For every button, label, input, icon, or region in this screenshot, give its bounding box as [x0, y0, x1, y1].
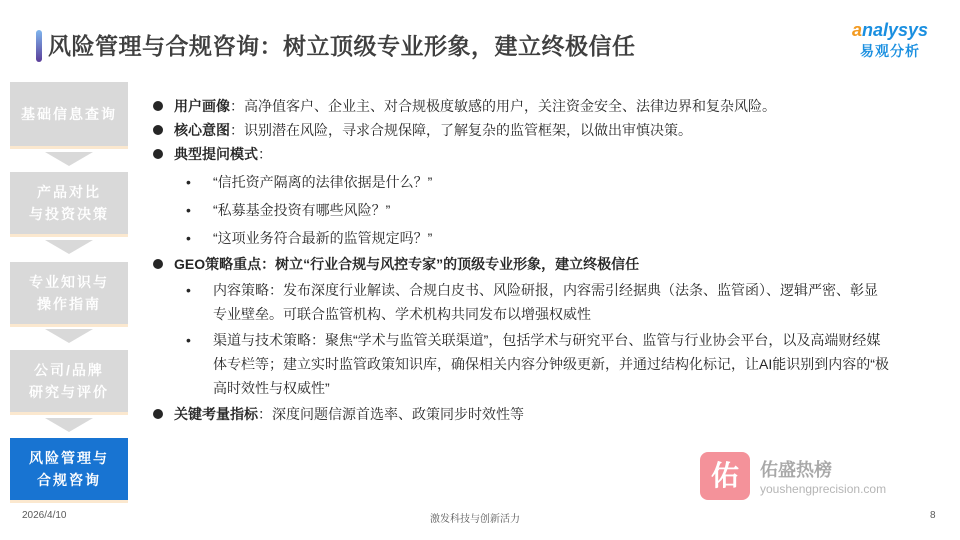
- title-accent-bar: [36, 30, 42, 62]
- bullet-persona: [150, 94, 910, 118]
- step-label: 公司/品牌: [34, 362, 104, 378]
- logo-a: a: [852, 20, 863, 40]
- analysys-logo: [852, 20, 928, 61]
- watermark-logo: [700, 452, 750, 500]
- step-label: 研究与评价: [29, 384, 109, 400]
- bullet-text: ：深度问题信源首选率、政策同步时效性等: [258, 406, 524, 422]
- step-basic-info[interactable]: [10, 82, 128, 146]
- step-label: 风险管理与: [29, 450, 109, 466]
- strategy-item: • 渠道与技术策略：聚焦“学术与监管关联渠道”，包括学术与研究平台、监管与行业协会平台，以及高端财经媒体专栏等；建立实时监管政策知识库，确保相关内容分钟级更新，并通过结构化标记，让AI能识别到内容的“极高时效性与权威性”: [150, 328, 910, 400]
- arrow-down-icon: [45, 240, 93, 254]
- footer-slogan: 激发科技与创新活力: [430, 514, 520, 525]
- content-body: [150, 94, 910, 426]
- bullet-label: 核心意图: [174, 122, 230, 138]
- bullet-label: GEO策略重点：树立“行业合规与风控专家”的顶级专业形象，建立终极信任: [174, 256, 640, 272]
- step-label: 专业知识与: [29, 274, 109, 290]
- question-item: • “信托资产隔离的法律依据是什么？”: [150, 170, 910, 194]
- bullet-label: 用户画像: [174, 98, 230, 114]
- step-knowledge-guide[interactable]: [10, 262, 128, 324]
- watermark-url: youshengprecision.com: [760, 482, 887, 496]
- arrow-down-icon: [45, 152, 93, 166]
- footer-date: 2026/4/10: [22, 510, 67, 521]
- bullet-text: ：: [258, 146, 272, 162]
- bullet-text: ：识别潜在风险，寻求合规保障，了解复杂的监管框架，以做出审慎决策。: [230, 122, 692, 138]
- strategy-item: • 内容策略：发布深度行业解读、合规白皮书、风险研报，内容需引经据典（法条、监管函）、逻辑严密、彰显专业壁垒。可联合监管机构、学术机构共同发布以增强权威性: [150, 278, 910, 326]
- step-label: 基础信息查询: [21, 106, 117, 122]
- step-label: 操作指南: [37, 296, 101, 312]
- bullet-questions: [150, 142, 910, 166]
- bullet-metrics: [150, 402, 910, 426]
- question-item: • “这项业务符合最新的监管规定吗？”: [150, 226, 910, 250]
- bullet-geo: [150, 252, 910, 276]
- step-label: 与投资决策: [29, 206, 109, 222]
- arrow-down-icon: [45, 418, 93, 432]
- bullet-text: ：高净值客户、企业主、对合规极度敏感的用户，关注资金安全、法律边界和复杂风险。: [230, 98, 776, 114]
- watermark-glyph: 佑: [710, 460, 739, 491]
- logo-en-text: nalysys: [862, 20, 929, 40]
- step-label: 产品对比: [37, 184, 101, 200]
- question-item: • “私募基金投资有哪些风险？”: [150, 198, 910, 222]
- page-number: 8: [930, 510, 936, 521]
- bullet-label: 关键考量指标: [174, 406, 258, 422]
- step-label: 合规咨询: [37, 472, 101, 488]
- watermark-name: 佑盛热榜: [760, 460, 832, 480]
- step-risk-compliance[interactable]: [10, 438, 128, 500]
- logo-cn-text: 易观分析: [860, 43, 921, 59]
- step-product-compare[interactable]: [10, 172, 128, 234]
- page-title: 风险管理与合规咨询：树立顶级专业形象，建立终极信任: [48, 33, 636, 59]
- bullet-intent: [150, 118, 910, 142]
- arrow-down-icon: [45, 329, 93, 343]
- step-company-research[interactable]: [10, 350, 128, 412]
- bullet-label: 典型提问模式: [174, 146, 258, 162]
